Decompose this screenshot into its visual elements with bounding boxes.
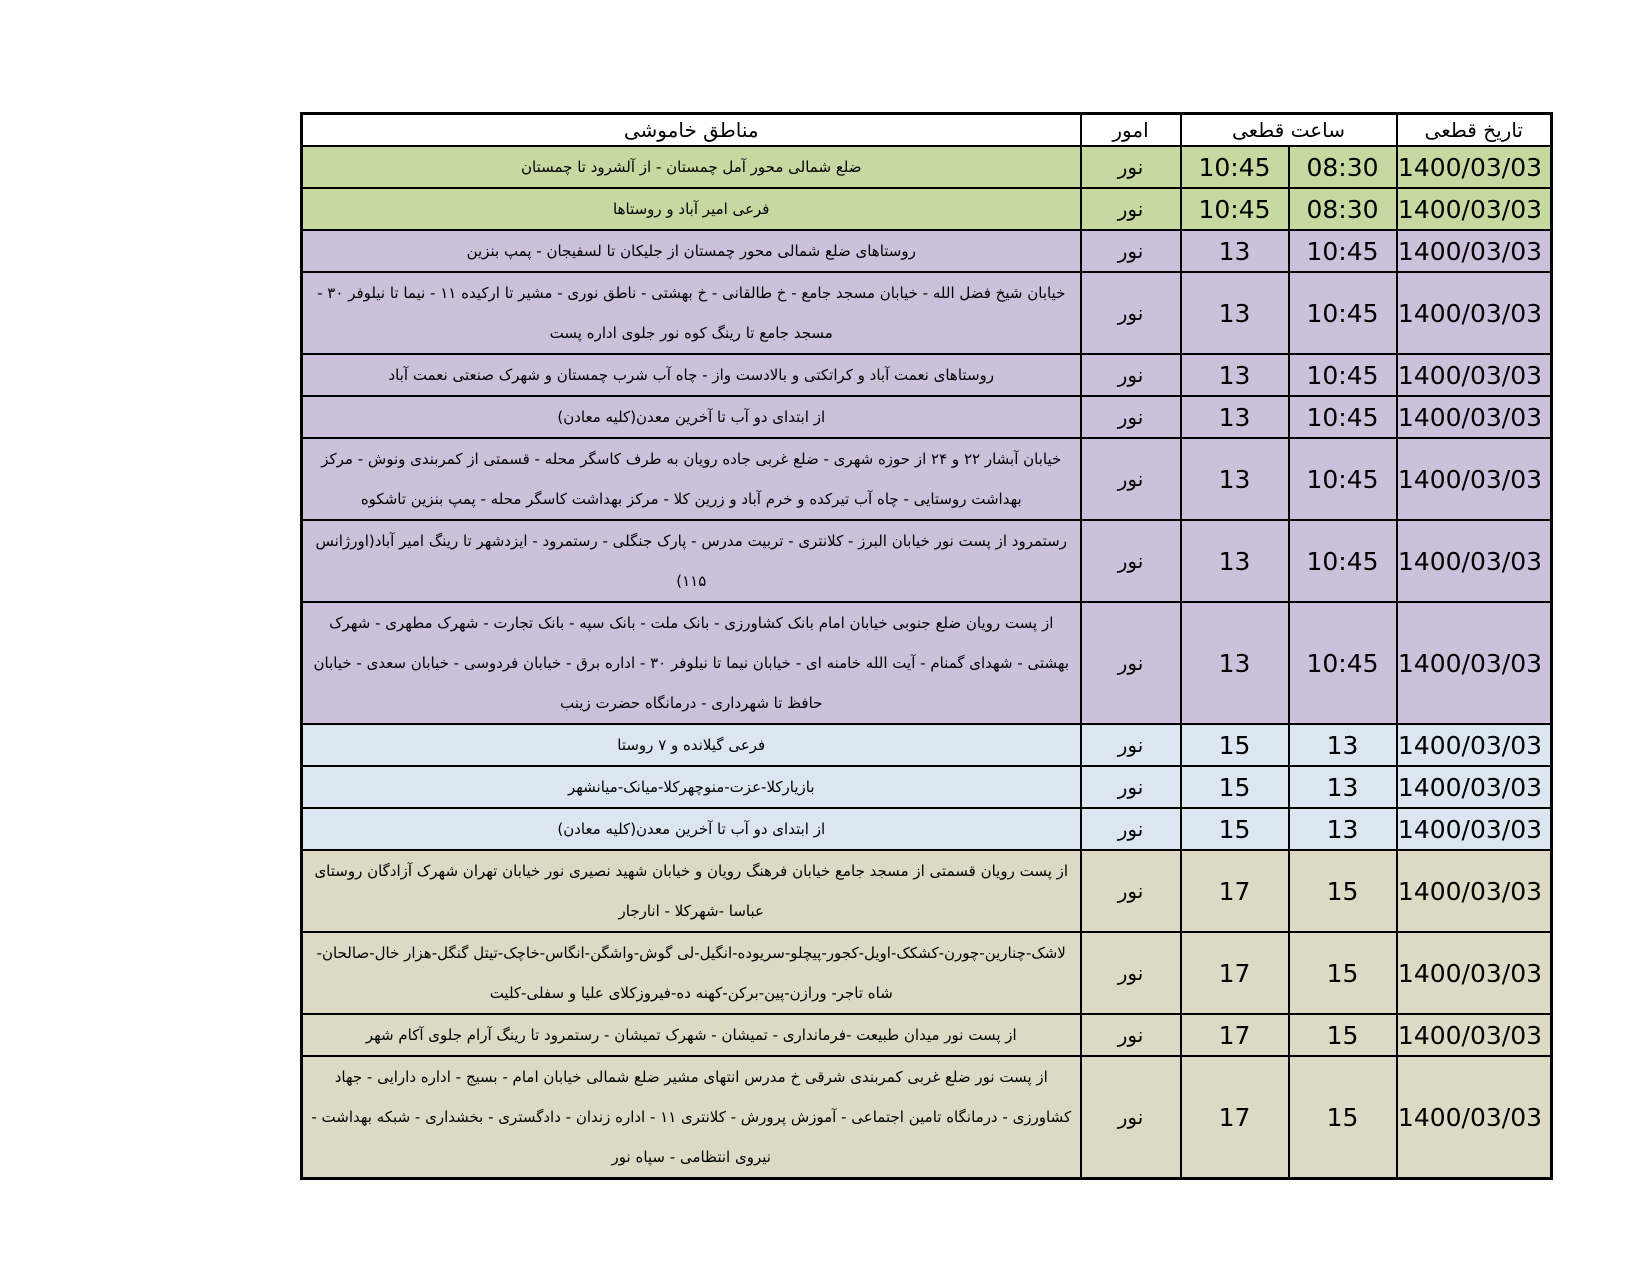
outage-area-cell: از پست رویان قسمتی از مسجد جامع خیابان فرهنگ رویان و خیابان شهید نصیری نور خیابان تهران شهرک آزادگان روستای عباسا -شهرکلا - انارجار bbox=[302, 850, 1081, 932]
table-row bbox=[302, 808, 1552, 850]
start-time-cell: 10:45 bbox=[1289, 272, 1397, 354]
org-cell: نور bbox=[1081, 932, 1181, 1014]
table-row bbox=[302, 520, 1552, 602]
end-time-cell: 13 bbox=[1181, 354, 1289, 396]
outage-area-cell: از پست نور میدان طبیعت -فرمانداری - تمیشان - شهرک تمیشان - رستمرود تا رینگ آرام جلوی آکام شهر bbox=[302, 1014, 1081, 1056]
date-cell: 1400/03/03 bbox=[1397, 272, 1552, 354]
org-cell: نور bbox=[1081, 188, 1181, 230]
date-cell: 1400/03/03 bbox=[1397, 932, 1552, 1014]
org-cell: نور bbox=[1081, 602, 1181, 724]
header-date: تاریخ قطعی bbox=[1397, 114, 1552, 147]
header-org: امور bbox=[1081, 114, 1181, 147]
org-cell: نور bbox=[1081, 724, 1181, 766]
date-cell: 1400/03/03 bbox=[1397, 808, 1552, 850]
end-time-cell: 13 bbox=[1181, 520, 1289, 602]
date-cell: 1400/03/03 bbox=[1397, 850, 1552, 932]
table-row bbox=[302, 932, 1552, 1014]
header-areas: مناطق خاموشی bbox=[302, 114, 1081, 147]
start-time-cell: 15 bbox=[1289, 1014, 1397, 1056]
end-time-cell: 13 bbox=[1181, 602, 1289, 724]
table-row bbox=[302, 188, 1552, 230]
table-row bbox=[302, 396, 1552, 438]
outage-area-cell: از ابتدای دو آب تا آخرین معدن(کلیه معادن) bbox=[302, 396, 1081, 438]
start-time-cell: 13 bbox=[1289, 766, 1397, 808]
end-time-cell: 10:45 bbox=[1181, 188, 1289, 230]
end-time-cell: 13 bbox=[1181, 230, 1289, 272]
start-time-cell: 10:45 bbox=[1289, 396, 1397, 438]
table-row bbox=[302, 602, 1552, 724]
end-time-cell: 15 bbox=[1181, 766, 1289, 808]
end-time-cell: 15 bbox=[1181, 808, 1289, 850]
start-time-cell: 10:45 bbox=[1289, 438, 1397, 520]
outage-area-cell: از پست نور ضلع غربی کمربندی شرقی خ مدرس انتهای مشیر ضلع شمالی خیابان امام - بسیج - اداره دارایی - جهاد کشاورزی - درمانگاه تامین اجتماعی - آموزش پرورش - کلانتری ۱۱ - اداره زندان - دادگستری - بخشداری - شبکه بهداشت - نیروی انتظامی - سپاه نور bbox=[302, 1056, 1081, 1179]
end-time-cell: 13 bbox=[1181, 396, 1289, 438]
end-time-cell: 17 bbox=[1181, 1014, 1289, 1056]
outage-area-cell: خیابان شیخ فضل الله - خیابان مسجد جامع - خ طالقانی - خ بهشتی - ناطق نوری - مشیر تا ارکیده ۱۱ - نیما تا نیلوفر ۳۰ - مسجد جامع تا رینگ کوه نور جلوی اداره پست bbox=[302, 272, 1081, 354]
header-time: ساعت قطعی bbox=[1181, 114, 1397, 147]
outage-area-cell: فرعی امیر آباد و روستاها bbox=[302, 188, 1081, 230]
start-time-cell: 13 bbox=[1289, 724, 1397, 766]
outage-area-cell: روستاهای ضلع شمالی محور چمستان از جلیکان تا لسفیجان - پمپ بنزین bbox=[302, 230, 1081, 272]
table-row bbox=[302, 1056, 1552, 1179]
start-time-cell: 15 bbox=[1289, 932, 1397, 1014]
org-cell: نور bbox=[1081, 396, 1181, 438]
outage-area-cell: بازیارکلا-عزت-منوچهرکلا-میانک-میانشهر bbox=[302, 766, 1081, 808]
date-cell: 1400/03/03 bbox=[1397, 438, 1552, 520]
end-time-cell: 10:45 bbox=[1181, 146, 1289, 188]
outage-area-cell: از پست رویان ضلع جنوبی خیابان امام بانک کشاورزی - بانک ملت - بانک سپه - بانک تجارت - شهرک مطهری - شهرک بهشتی - شهدای گمنام - آیت الله خامنه ای - خیابان نیما تا نیلوفر ۳۰ - اداره برق - خیابان فردوسی - خیابان سعدی - خیابان حافظ تا شهرداری - درمانگاه حضرت زینب bbox=[302, 602, 1081, 724]
org-cell: نور bbox=[1081, 230, 1181, 272]
start-time-cell: 10:45 bbox=[1289, 354, 1397, 396]
outage-area-cell: خیابان آبشار ۲۲ و ۲۴ از حوزه شهری - ضلع غربی جاده رویان به طرف کاسگر محله - قسمتی از کمربندی ونوش - مرکز بهداشت روستایی - چاه آب تیرکده و خرم آباد و زرین کلا - مرکز بهداشت کاسگر محله - پمپ بنزین تاشکوه bbox=[302, 438, 1081, 520]
table-row bbox=[302, 724, 1552, 766]
outage-area-cell: روستاهای نعمت آباد و کراتکتی و بالادست واز - چاه آب شرب چمستان و شهرک صنعتی نعمت آباد bbox=[302, 354, 1081, 396]
date-cell: 1400/03/03 bbox=[1397, 724, 1552, 766]
start-time-cell: 08:30 bbox=[1289, 188, 1397, 230]
date-cell: 1400/03/03 bbox=[1397, 602, 1552, 724]
start-time-cell: 10:45 bbox=[1289, 230, 1397, 272]
outage-area-cell: ضلع شمالی محور آمل چمستان - از آلشرود تا چمستان bbox=[302, 146, 1081, 188]
date-cell: 1400/03/03 bbox=[1397, 354, 1552, 396]
org-cell: نور bbox=[1081, 808, 1181, 850]
end-time-cell: 17 bbox=[1181, 1056, 1289, 1179]
end-time-cell: 13 bbox=[1181, 438, 1289, 520]
org-cell: نور bbox=[1081, 1056, 1181, 1179]
date-cell: 1400/03/03 bbox=[1397, 188, 1552, 230]
date-cell: 1400/03/03 bbox=[1397, 1014, 1552, 1056]
org-cell: نور bbox=[1081, 354, 1181, 396]
org-cell: نور bbox=[1081, 146, 1181, 188]
table-row bbox=[302, 354, 1552, 396]
end-time-cell: 17 bbox=[1181, 850, 1289, 932]
outage-area-cell: فرعی گیلانده و ۷ روستا bbox=[302, 724, 1081, 766]
table-row bbox=[302, 272, 1552, 354]
start-time-cell: 10:45 bbox=[1289, 520, 1397, 602]
table-row bbox=[302, 1014, 1552, 1056]
org-cell: نور bbox=[1081, 272, 1181, 354]
org-cell: نور bbox=[1081, 766, 1181, 808]
outage-area-cell: رستمرود از پست نور خیابان البرز - کلانتری - تربیت مدرس - پارک جنگلی - رستمرود - ایزدشهر تا رینگ امیر آباد(اورژانس ۱۱۵) bbox=[302, 520, 1081, 602]
table-row bbox=[302, 146, 1552, 188]
org-cell: نور bbox=[1081, 520, 1181, 602]
start-time-cell: 15 bbox=[1289, 1056, 1397, 1179]
date-cell: 1400/03/03 bbox=[1397, 1056, 1552, 1179]
power-outage-table bbox=[300, 112, 1553, 1180]
org-cell: نور bbox=[1081, 438, 1181, 520]
start-time-cell: 13 bbox=[1289, 808, 1397, 850]
date-cell: 1400/03/03 bbox=[1397, 520, 1552, 602]
table-row bbox=[302, 766, 1552, 808]
org-cell: نور bbox=[1081, 850, 1181, 932]
table-body bbox=[302, 146, 1552, 1179]
date-cell: 1400/03/03 bbox=[1397, 766, 1552, 808]
org-cell: نور bbox=[1081, 1014, 1181, 1056]
start-time-cell: 08:30 bbox=[1289, 146, 1397, 188]
end-time-cell: 13 bbox=[1181, 272, 1289, 354]
date-cell: 1400/03/03 bbox=[1397, 230, 1552, 272]
date-cell: 1400/03/03 bbox=[1397, 146, 1552, 188]
end-time-cell: 17 bbox=[1181, 932, 1289, 1014]
outage-area-cell: لاشک-چنارین-چورن-کشکک-اویل-کجور-پیچلو-سریوده-انگیل-لی گوش-واشگن-انگاس-خاچک-تیتل گنگل-هزار خال-صالحان-شاه تاجر- ورازن-پین-برکن-کهنه ده-فیروزکلای علیا و سفلی-کلیت bbox=[302, 932, 1081, 1014]
date-cell: 1400/03/03 bbox=[1397, 396, 1552, 438]
table-row bbox=[302, 230, 1552, 272]
outage-area-cell: از ابتدای دو آب تا آخرین معدن(کلیه معادن) bbox=[302, 808, 1081, 850]
start-time-cell: 15 bbox=[1289, 850, 1397, 932]
table-row bbox=[302, 438, 1552, 520]
start-time-cell: 10:45 bbox=[1289, 602, 1397, 724]
end-time-cell: 15 bbox=[1181, 724, 1289, 766]
table-row bbox=[302, 850, 1552, 932]
table-header-row bbox=[302, 114, 1552, 147]
